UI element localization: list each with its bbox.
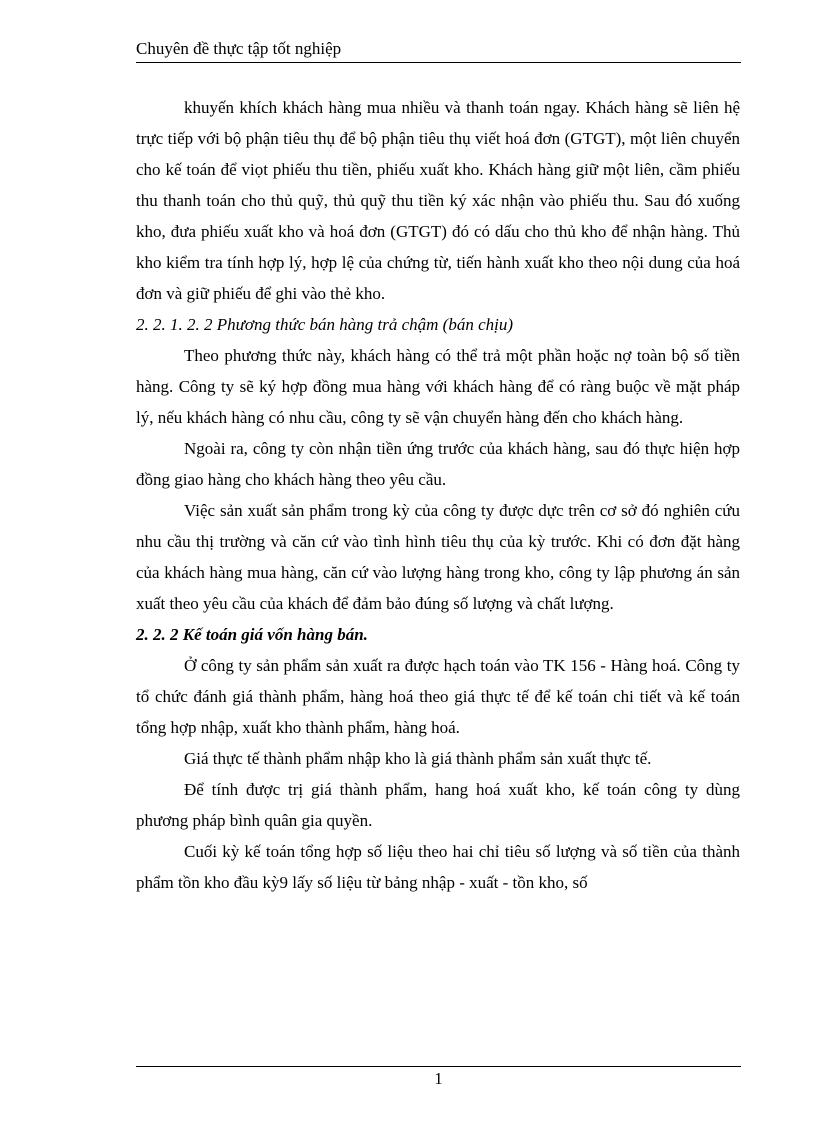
footer-divider [136, 1066, 741, 1067]
page-number: 1 [434, 1069, 443, 1088]
page-header [136, 38, 741, 63]
section-heading: 2. 2. 1. 2. 2 Phương thức bán hàng trả chậm (bán chịu) [136, 315, 514, 334]
paragraph: Việc sản xuất sản phẩm trong kỳ của công ty được dực trên cơ sở đó nghiên cứu nhu cầu thị trường và căn cứ vào tình hình tiêu thụ của kỳ trước. Khi có đơn đặt hàng của khách hàng mua hàng, căn cứ vào lượng hàng trong kho, công ty lập phương án sản xuất theo yêu cầu của khách để đảm bảo đúng số lượng và chất lượng. [136, 501, 740, 613]
document-body [136, 92, 740, 898]
paragraph: Để tính được trị giá thành phẩm, hang hoá xuất kho, kế toán công ty dùng phương pháp bình quân gia quyền. [136, 780, 740, 830]
paragraph: Giá thực tế thành phẩm nhập kho là giá thành phẩm sản xuất thực tế. [184, 749, 652, 768]
header-title: Chuyên đề thực tập tốt nghiệp [136, 39, 342, 58]
paragraph: Cuối kỳ kế toán tổng hợp số liệu theo hai chỉ tiêu số lượng và số tiền của thành phẩm tồn kho đầu kỳ9 lấy số liệu từ bảng nhập - xuất - tồn kho, số [136, 842, 740, 892]
paragraph: khuyến khích khách hàng mua nhiều và thanh toán ngay. Khách hàng sẽ liên hệ trực tiếp với bộ phận tiêu thụ để bộ phận tiêu thụ viết hoá đơn (GTGT), một liên chuyển cho kế toán để viọt phiếu thu tiền, phiếu xuất kho. Khách hàng giữ một liên, cầm phiếu thu thanh toán cho thủ quỹ, thủ quỹ thu tiền ký xác nhận vào phiếu thu. Sau đó xuống kho, đưa phiếu xuất kho và hoá đơn (GTGT) đó có dấu cho thủ kho để nhận hàng. Thủ kho kiểm tra tính hợp lý, hợp lệ của chứng từ, tiến hành xuất kho theo nội dung của hoá đơn và giữ phiếu để ghi vào thẻ kho. [136, 98, 740, 303]
paragraph: Ở công ty sản phẩm sản xuất ra được hạch toán vào TK 156 - Hàng hoá. Công ty tổ chức đánh giá thành phẩm, hàng hoá theo giá thực tế để kế toán chi tiết và kế toán tổng hợp nhập, xuất kho thành phẩm, hàng hoá. [136, 656, 740, 737]
section-heading-bold: 2. 2. 2 Kế toán giá vốn hàng bán. [136, 625, 368, 644]
paragraph: Theo phương thức này, khách hàng có thể trả một phần hoặc nợ toàn bộ số tiền hàng. Công ty sẽ ký hợp đồng mua hàng với khách hàng để có ràng buộc về mặt pháp lý, nếu khách hàng có nhu cầu, công ty sẽ vận chuyển hàng đến cho khách hàng. [136, 346, 740, 427]
paragraph: Ngoài ra, công ty còn nhận tiền ứng trước của khách hàng, sau đó thực hiện hợp đồng giao hàng cho khách hàng theo yêu cầu. [136, 439, 740, 489]
